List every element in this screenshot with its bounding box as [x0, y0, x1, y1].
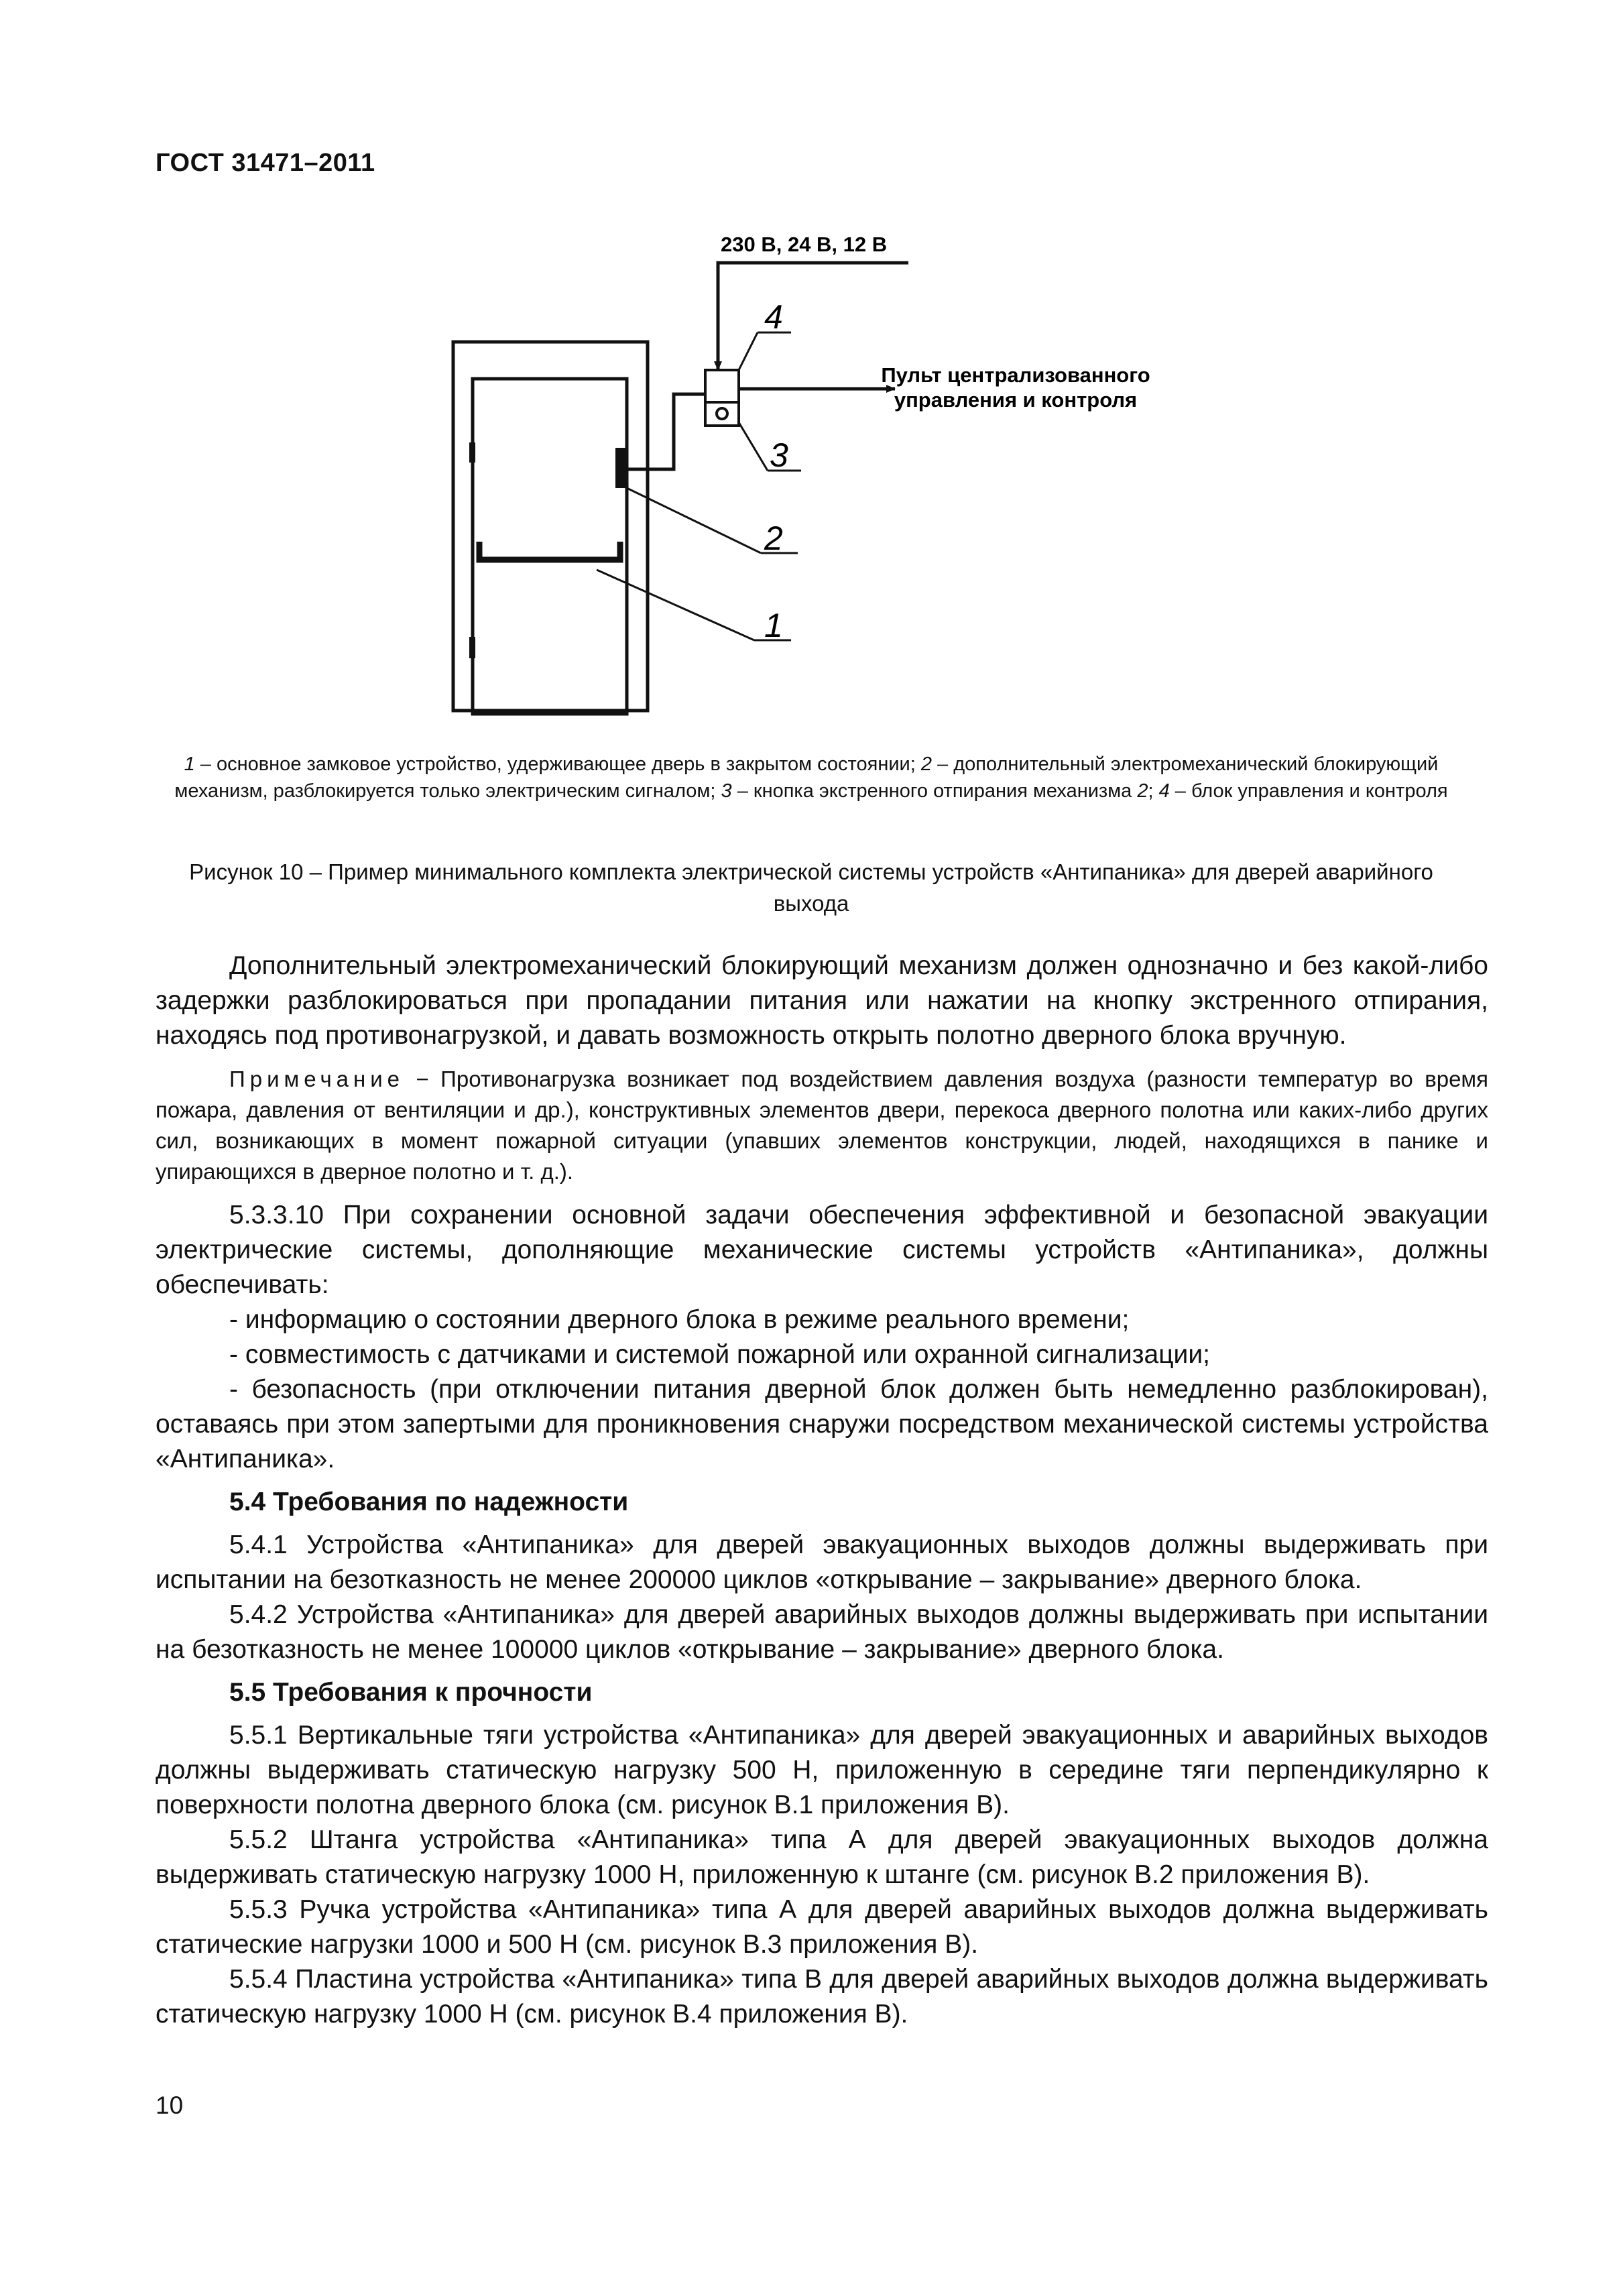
heading-5-5: 5.5 Требования к прочности	[229, 1678, 593, 1707]
legend-text-4: – блок управления и контроля	[1169, 780, 1448, 802]
leader-3	[739, 422, 768, 471]
paragraph-5-5-1: 5.5.1 Вертикальные тяги устройства «Антипаника» для дверей эвакуационных и аварийных выходов должны выдерживать статическую нагрузку 500 Н, приложенную в середине тяги перпендикулярно к поверхности полотна дверного блока (см. рисунок В.1 приложения В).	[156, 1721, 1488, 1819]
legend-text-3b: ;	[1148, 780, 1159, 802]
list-item: - совместимость с датчиками и системой пожарной или охранной сигнализации;	[229, 1340, 1210, 1369]
voltage-label: 230 В, 24 В, 12 В	[721, 233, 888, 256]
note	[156, 1064, 1488, 1187]
callout-3: 3	[770, 436, 788, 474]
figure-title: Рисунок 10 – Пример минимального комплекта электрической системы устройств «Антипаника» для дверей аварийного выхода	[189, 859, 1433, 916]
electromechanical-lock	[615, 448, 627, 488]
callout-4: 4	[764, 298, 783, 336]
document-header: ГОСТ 31471–2011	[156, 149, 375, 177]
paragraph-5-4-1: 5.4.1 Устройства «Антипаника» для дверей эвакуационных выходов должны выдерживать при испытании на безотказность не менее 200000 циклов «открывание – закрывание» дверного блока.	[156, 1530, 1488, 1594]
body-text	[156, 949, 1488, 2032]
leader-4	[739, 333, 758, 370]
heading-5-4: 5.4 Требования по надежности	[229, 1488, 629, 1516]
lock-wire	[627, 394, 705, 469]
paragraph-5-3-3-10: 5.3.3.10 При сохранении основной задачи обеспечения эффективной и безопасной эвакуации электрические системы, дополняющие механические системы устройств «Антипаника», должны обеспечивать:	[156, 1201, 1488, 1299]
paragraph-5-5-3: 5.5.3 Ручка устройства «Антипаника» типа А для дверей аварийных выходов должна выдерживать статические нагрузки 1000 и 500 Н (см. рисунок В.3 приложения В).	[156, 1895, 1488, 1959]
callout-2: 2	[764, 520, 783, 557]
note-label: Примечание	[229, 1067, 405, 1091]
legend-text-3: – кнопка экстренного отпирания механизма	[731, 780, 1138, 802]
paragraph-5-5-4: 5.5.4 Пластина устройства «Антипаника» типа В для дверей аварийных выходов должна выдерживать статическую нагрузку 1000 Н (см. рисунок В.4 приложения В).	[156, 1965, 1488, 2029]
panel-label-line2: управления и контроля	[894, 388, 1138, 412]
page-number: 10	[156, 2092, 184, 2119]
figure-10-diagram	[402, 221, 1274, 758]
list-item: - информацию о состоянии дверного блока в режиме реального времени;	[229, 1305, 1130, 1334]
note-text: − Противонагрузка возникает под воздействием давления воздуха (разности температур во время пожара, давления от вентиляции и др.), конструктивных элементов двери, перекоса дверного полотна или каких-либо других сил, возникающих в момент пожарной ситуации (упавших элементов конструкции, людей, находящихся в панике и упирающихся в дверное полотно и т. д.).	[156, 1067, 1488, 1184]
legend-num-4: 4	[1158, 780, 1170, 802]
door-system-schematic	[402, 221, 1274, 758]
legend-text-2: – дополнительный электромеханический блокирующий механизм, разблокируется только электрическим сигналом;	[174, 753, 1439, 802]
hinge-bottom	[469, 637, 475, 658]
legend-num-2: 2	[920, 753, 933, 775]
legend-text-1: – основное замковое устройство, удерживающее дверь в закрытом состоянии;	[194, 753, 921, 775]
legend-num-1: 1	[184, 753, 195, 775]
paragraph-5-4-2: 5.4.2 Устройства «Антипаника» для дверей аварийных выходов должны выдерживать при испытании на безотказность не менее 100000 циклов «открывание – закрывание» дверного блока.	[156, 1600, 1488, 1664]
emergency-button	[717, 408, 727, 419]
paragraph-lock-mechanism: Дополнительный электромеханический блокирующий механизм должен однозначно и без какой-либо задержки разблокироваться при пропадании питания или нажатии на кнопку экстренного отпирания, находясь под противонагрузкой, и давать возможность открыть полотно дверного блока вручную.	[156, 951, 1488, 1050]
panic-bar	[479, 542, 620, 560]
paragraph-5-5-2: 5.5.2 Штанга устройства «Антипаника» типа А для дверей эвакуационных выходов должна выдерживать статическую нагрузку 1000 Н, приложенную к штанге (см. рисунок В.2 приложения В).	[156, 1825, 1488, 1889]
door-frame	[453, 342, 648, 711]
legend-num-3: 3	[721, 780, 732, 802]
callout-1: 1	[764, 607, 783, 644]
legend-num-3b: 2	[1137, 780, 1148, 802]
list-item: - безопасность (при отключении питания дверной блок должен быть немедленно разблокирован), оставаясь при этом запертыми для проникновения снаружи посредством механической системы устройства «Антипаника».	[156, 1375, 1488, 1473]
door-leaf	[473, 379, 627, 714]
hinge-top	[469, 442, 475, 463]
figure-legend	[168, 751, 1455, 804]
leader-1	[597, 570, 754, 640]
emergency-button-box	[705, 402, 739, 426]
control-unit	[705, 370, 739, 402]
panel-label-line1: Пульт централизованного	[881, 363, 1150, 387]
